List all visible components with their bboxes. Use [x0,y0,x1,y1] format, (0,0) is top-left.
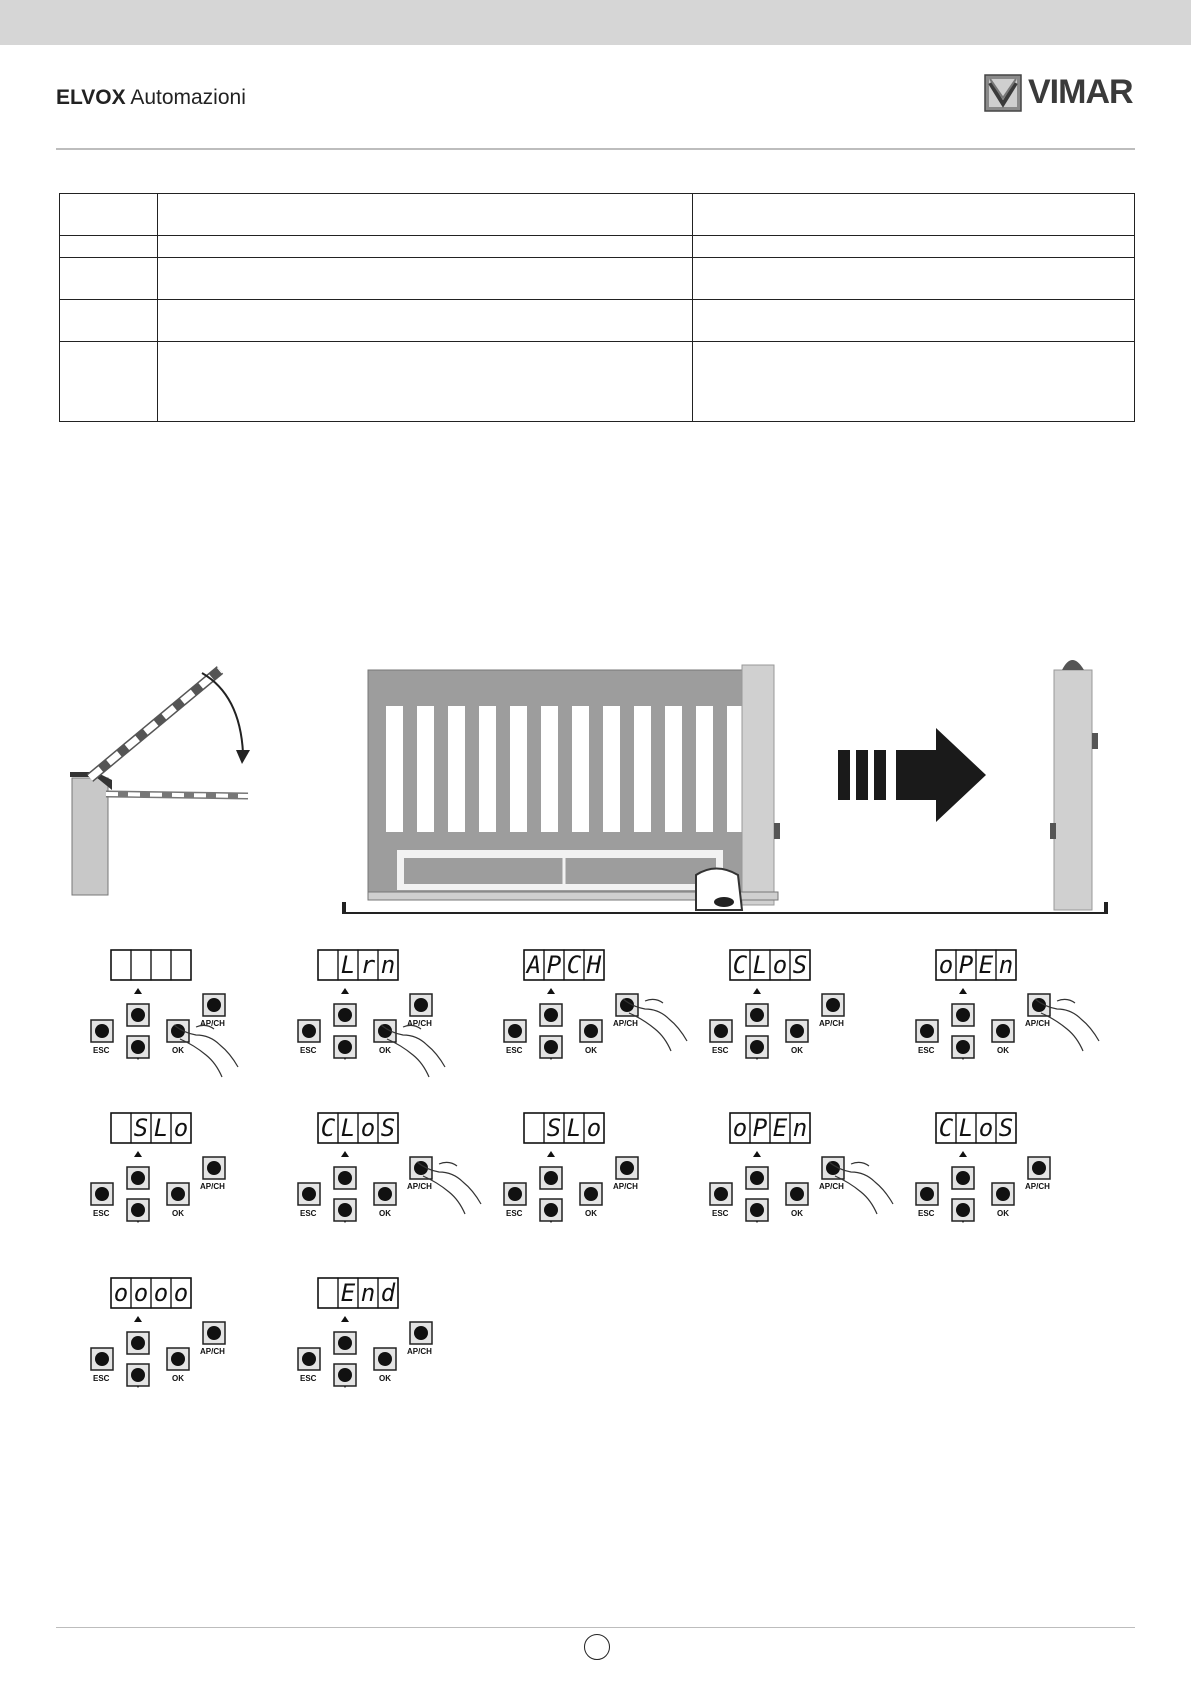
lcd-display [111,1278,191,1308]
ok-label: OK [997,1046,1009,1055]
down-key[interactable] [127,1199,149,1221]
esc-key[interactable] [504,1183,526,1205]
esc-key[interactable] [298,1348,320,1370]
up-arrow-icon [134,988,142,994]
lcd-digit: S [380,1114,396,1142]
up-key[interactable] [334,1332,356,1354]
apch-key[interactable] [203,1322,225,1344]
gate-illustration [56,640,1126,935]
ok-label: OK [585,1209,597,1218]
ok-label: OK [997,1209,1009,1218]
esc-key[interactable] [91,1348,113,1370]
down-key[interactable] [952,1199,974,1221]
down-key[interactable] [334,1036,356,1058]
table-cell [692,258,1134,300]
header-rule [56,148,1135,150]
ok-key[interactable] [167,1348,189,1370]
ok-key[interactable] [992,1020,1014,1042]
lcd-digit: C [566,951,582,979]
apch-key[interactable] [203,1157,225,1179]
lcd-display [111,1113,191,1143]
lcd-display [936,1113,1016,1143]
up-arrow-icon [341,1316,349,1322]
apch-key[interactable] [410,1322,432,1344]
esc-key[interactable] [916,1183,938,1205]
lcd-display [524,950,604,980]
ok-label: OK [379,1046,391,1055]
lcd-display [730,950,810,980]
ok-label: OK [791,1209,803,1218]
up-key[interactable] [334,1167,356,1189]
apch-label: AP/CH [200,1347,225,1356]
up-arrow-icon [959,1151,967,1157]
lcd-digit: L [958,1114,974,1142]
footer-rule [56,1627,1135,1628]
apch-key[interactable] [1028,994,1050,1016]
up-key[interactable] [746,1004,768,1026]
table-cell [60,194,158,236]
keypad-panel [90,1278,290,1418]
table-row [60,194,1135,236]
lcd-digit: C [732,951,748,979]
table-cell [692,194,1134,236]
up-key[interactable] [952,1004,974,1026]
keypad-panel [503,950,703,1090]
ok-label: OK [172,1374,184,1383]
lcd-digit: r [360,951,376,979]
lcd-digit: A [526,951,542,979]
keypad-panel [297,1278,497,1418]
up-key[interactable] [127,1004,149,1026]
ok-label: OK [379,1374,391,1383]
esc-label: ESC [712,1046,729,1055]
brand-header [56,86,246,110]
down-key[interactable] [334,1199,356,1221]
down-key[interactable] [334,1364,356,1386]
esc-key[interactable] [298,1020,320,1042]
up-arrow-icon [547,1151,555,1157]
ok-label: OK [585,1046,597,1055]
esc-label: ESC [93,1046,110,1055]
table-cell [157,258,692,300]
table-cell [60,342,158,422]
esc-key[interactable] [710,1020,732,1042]
keypad-panel [90,950,290,1090]
down-key[interactable] [127,1036,149,1058]
esc-label: ESC [506,1046,523,1055]
barrier-arm-icon [70,670,250,895]
up-arrow-icon [547,988,555,994]
down-key[interactable] [540,1199,562,1221]
up-arrow-icon [134,1151,142,1157]
esc-label: ESC [712,1209,729,1218]
lcd-digit: E [772,1114,788,1142]
lcd-digit: L [340,951,356,979]
table-row [60,236,1135,258]
esc-key[interactable] [504,1020,526,1042]
apch-label: AP/CH [407,1019,432,1028]
lcd-digit: o [772,951,788,979]
lcd-display [524,1113,604,1143]
table-cell [157,300,692,342]
lcd-display [318,1278,398,1308]
table-cell [157,236,692,258]
lcd-digit: S [792,951,808,979]
brand-light: Automazioni [130,86,246,109]
lcd-digit: o [938,951,954,979]
top-band [0,0,1191,45]
table-cell [157,194,692,236]
lcd-digit: o [732,1114,748,1142]
parameter-table [59,193,1135,422]
apch-key[interactable] [1028,1157,1050,1179]
up-key[interactable] [334,1004,356,1026]
ok-label: OK [791,1046,803,1055]
table-cell [692,342,1134,422]
lcd-digit: n [792,1114,808,1142]
keypad-panel [709,1113,909,1253]
lcd-digit: C [938,1114,954,1142]
apch-key[interactable] [822,1157,844,1179]
lcd-digit: C [320,1114,336,1142]
apch-key[interactable] [410,1157,432,1179]
down-key[interactable] [746,1036,768,1058]
lcd-digit: o [173,1114,189,1142]
gate-post-with-lamp-icon [1050,660,1098,910]
apch-label: AP/CH [200,1182,225,1191]
keypad-panel [297,950,497,1090]
up-key[interactable] [746,1167,768,1189]
ok-label: OK [172,1209,184,1218]
esc-key[interactable] [91,1183,113,1205]
table-cell [692,236,1134,258]
up-key[interactable] [540,1167,562,1189]
keypad-panel [915,950,1115,1090]
ok-key[interactable] [374,1348,396,1370]
esc-label: ESC [300,1046,317,1055]
ok-label: OK [172,1046,184,1055]
esc-label: ESC [918,1046,935,1055]
apch-label: AP/CH [1025,1182,1050,1191]
vimar-logo [984,74,1136,112]
esc-label: ESC [918,1209,935,1218]
esc-key[interactable] [916,1020,938,1042]
lcd-display [111,950,191,980]
lcd-digit: d [380,1279,396,1307]
down-key[interactable] [952,1036,974,1058]
up-arrow-icon [341,988,349,994]
down-key[interactable] [540,1036,562,1058]
lcd-digit: o [978,1114,994,1142]
apch-label: AP/CH [407,1182,432,1191]
lcd-digit: P [752,1114,768,1142]
ok-key[interactable] [374,1183,396,1205]
esc-key[interactable] [298,1183,320,1205]
apch-label: AP/CH [819,1019,844,1028]
table-row [60,300,1135,342]
lcd-digit: o [360,1114,376,1142]
keypad-panel [503,1113,703,1253]
keypad-panel [297,1113,497,1253]
ok-key[interactable] [786,1020,808,1042]
up-arrow-icon [753,988,761,994]
sliding-gate-icon [342,665,1108,914]
brand-bold: ELVOX [56,86,126,109]
apch-label: AP/CH [819,1182,844,1191]
up-key[interactable] [127,1332,149,1354]
lcd-digit: P [958,951,974,979]
lcd-digit: L [340,1114,356,1142]
direction-arrow-right-icon [838,728,986,822]
ok-label: OK [379,1209,391,1218]
lcd-digit: L [153,1114,169,1142]
lcd-digit: o [153,1279,169,1307]
page-number-badge [584,1634,610,1660]
table-row [60,342,1135,422]
lcd-digit: P [546,951,562,979]
lcd-digit: n [360,1279,376,1307]
esc-key[interactable] [710,1183,732,1205]
apch-label: AP/CH [613,1182,638,1191]
apch-key[interactable] [616,1157,638,1179]
logo-text: VIMAR [1028,73,1133,111]
lcd-digit: L [566,1114,582,1142]
table-cell [157,342,692,422]
esc-key[interactable] [91,1020,113,1042]
up-arrow-icon [959,988,967,994]
ok-key[interactable] [580,1183,602,1205]
esc-label: ESC [300,1374,317,1383]
up-key[interactable] [952,1167,974,1189]
lcd-digit: o [173,1279,189,1307]
lcd-digit: E [978,951,994,979]
lcd-digit: S [998,1114,1014,1142]
lcd-display [318,950,398,980]
esc-label: ESC [506,1209,523,1218]
table-cell [692,300,1134,342]
apch-label: AP/CH [200,1019,225,1028]
table-cell [60,300,158,342]
lcd-display [730,1113,810,1143]
vimar-logo-icon [984,74,1022,112]
lcd-digit: H [586,951,602,979]
lcd-digit: E [340,1279,356,1307]
ok-key[interactable] [786,1183,808,1205]
ok-key[interactable] [167,1183,189,1205]
apch-key[interactable] [410,994,432,1016]
lcd-digit: n [998,951,1014,979]
up-arrow-icon [341,1151,349,1157]
keypad-panel [709,950,909,1090]
up-key[interactable] [540,1004,562,1026]
ok-key[interactable] [580,1020,602,1042]
ok-key[interactable] [374,1020,396,1042]
lcd-display [318,1113,398,1143]
esc-label: ESC [93,1374,110,1383]
table-cell [60,258,158,300]
apch-key[interactable] [203,994,225,1016]
apch-key[interactable] [616,994,638,1016]
up-arrow-icon [134,1316,142,1322]
apch-label: AP/CH [407,1347,432,1356]
esc-label: ESC [300,1209,317,1218]
table-cell [60,236,158,258]
ok-key[interactable] [992,1183,1014,1205]
lcd-digit: n [380,951,396,979]
lcd-display [936,950,1016,980]
ok-key[interactable] [167,1020,189,1042]
apch-label: AP/CH [613,1019,638,1028]
lcd-digit: o [586,1114,602,1142]
down-key[interactable] [746,1199,768,1221]
apch-label: AP/CH [1025,1019,1050,1028]
keypad-panel [915,1113,1115,1253]
apch-key[interactable] [822,994,844,1016]
table-row [60,258,1135,300]
lcd-digit: L [752,951,768,979]
lcd-digit: o [133,1279,149,1307]
lcd-digit: S [133,1114,149,1142]
up-arrow-icon [753,1151,761,1157]
lcd-digit: o [113,1279,129,1307]
down-key[interactable] [127,1364,149,1386]
lcd-digit: S [546,1114,562,1142]
up-key[interactable] [127,1167,149,1189]
keypad-panel [90,1113,290,1253]
esc-label: ESC [93,1209,110,1218]
